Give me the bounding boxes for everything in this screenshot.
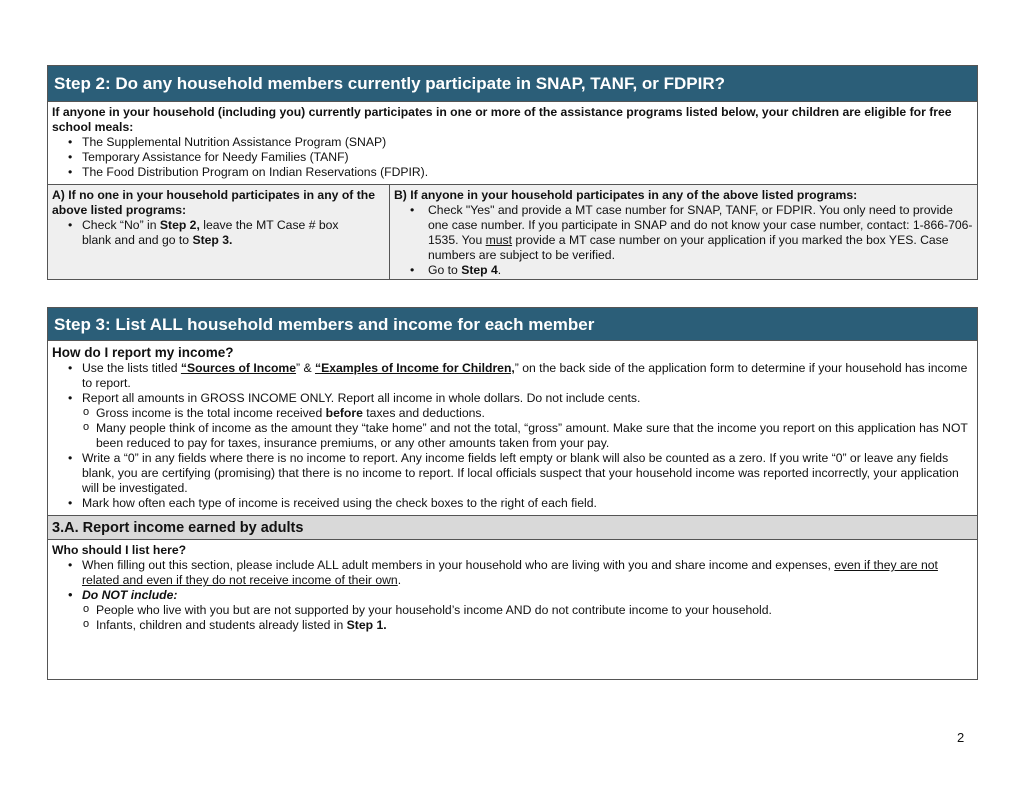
- col-a-item: • Check “No” in Step 2, leave the MT Case # box blank and and go to Step 3.: [52, 218, 385, 248]
- exclusion-item: o Infants, children and students already listed in Step 1.: [52, 618, 973, 633]
- income-sub-instruction: o Many people think of income as the amount they “take home” and not the total, “gross” amount. Make sure that the income you report on this application has NOT been reduced to pay for taxes, insurance premiums, or any other amounts taken from your pay.: [52, 421, 973, 451]
- page-number: 2: [957, 730, 965, 745]
- step3-question: How do I report my income?: [52, 345, 234, 360]
- col-a-heading: A) If no one in your household participates in any of the above listed programs:: [52, 188, 375, 217]
- program-item: • The Food Distribution Program on Indian Reservations (FDPIR).: [52, 165, 973, 180]
- program-list: [52, 135, 973, 180]
- income-instruction: • Mark how often each type of income is received using the check boxes to the right of each field.: [52, 496, 973, 511]
- step2-columns: [48, 185, 977, 279]
- col-b-item: • Check "Yes" and provide a MT case number for SNAP, TANF, or FDPIR. You only need to provide one case number. If you participate in SNAP and do not know your case number, contact: 1-866-706-1535. You must provide a MT case number on your application if you marked the box YES. Case numbers are subject to be verified.: [394, 203, 973, 263]
- step3-title: Step 3: List ALL household members and income for each member: [48, 308, 977, 341]
- step3-section: [47, 307, 978, 680]
- step2-section: [47, 65, 978, 280]
- section-3a-title: 3.A. Report income earned by adults: [48, 516, 977, 540]
- section-3a-question: Who should I list here?: [52, 543, 187, 557]
- do-not-include-heading: • Do NOT include:: [52, 588, 973, 603]
- section-3a-cell: [48, 540, 977, 633]
- step2-intro-cell: [48, 102, 977, 185]
- income-instruction: • Use the lists titled “Sources of Income” & “Examples of Income for Children,” on the back side of the application form to determine if your household has income to report.: [52, 361, 973, 391]
- step2-title: Step 2: Do any household members currently participate in SNAP, TANF, or FDPIR?: [48, 66, 977, 102]
- income-sub-instruction: o Gross income is the total income received before taxes and deductions.: [52, 406, 973, 421]
- program-item: • The Supplemental Nutrition Assistance Program (SNAP): [52, 135, 973, 150]
- program-item: • Temporary Assistance for Needy Families (TANF): [52, 150, 973, 165]
- step2-col-b: [390, 185, 977, 279]
- adult-instruction: • When filling out this section, please include ALL adult members in your household who are living with you and share income and expenses, even if they are not related and even if they do not receive income of their own.: [52, 558, 973, 588]
- income-instruction: • Report all amounts in GROSS INCOME ONLY. Report all income in whole dollars. Do not include cents.: [52, 391, 973, 406]
- step2-intro: If anyone in your household (including you) currently participates in one or more of the assistance programs listed below, your children are eligible for free school meals:: [52, 105, 952, 134]
- exclusion-item: o People who live with you but are not supported by your household’s income AND do not contribute income to your household.: [52, 603, 973, 618]
- col-b-item: • Go to Step 4.: [394, 263, 973, 278]
- step2-col-a: [48, 185, 390, 279]
- col-b-heading: B) If anyone in your household participates in any of the above listed programs:: [394, 188, 858, 202]
- income-instruction: • Write a “0” in any fields where there is no income to report. Any income fields left empty or blank will also be counted as a zero. If you write “0” or leave any fields blank, you are certifying (promising) that there is no income to report. If local officials suspect that your household income was reported incorrectly, your application will be investigated.: [52, 451, 973, 496]
- step3-income-cell: [48, 341, 977, 516]
